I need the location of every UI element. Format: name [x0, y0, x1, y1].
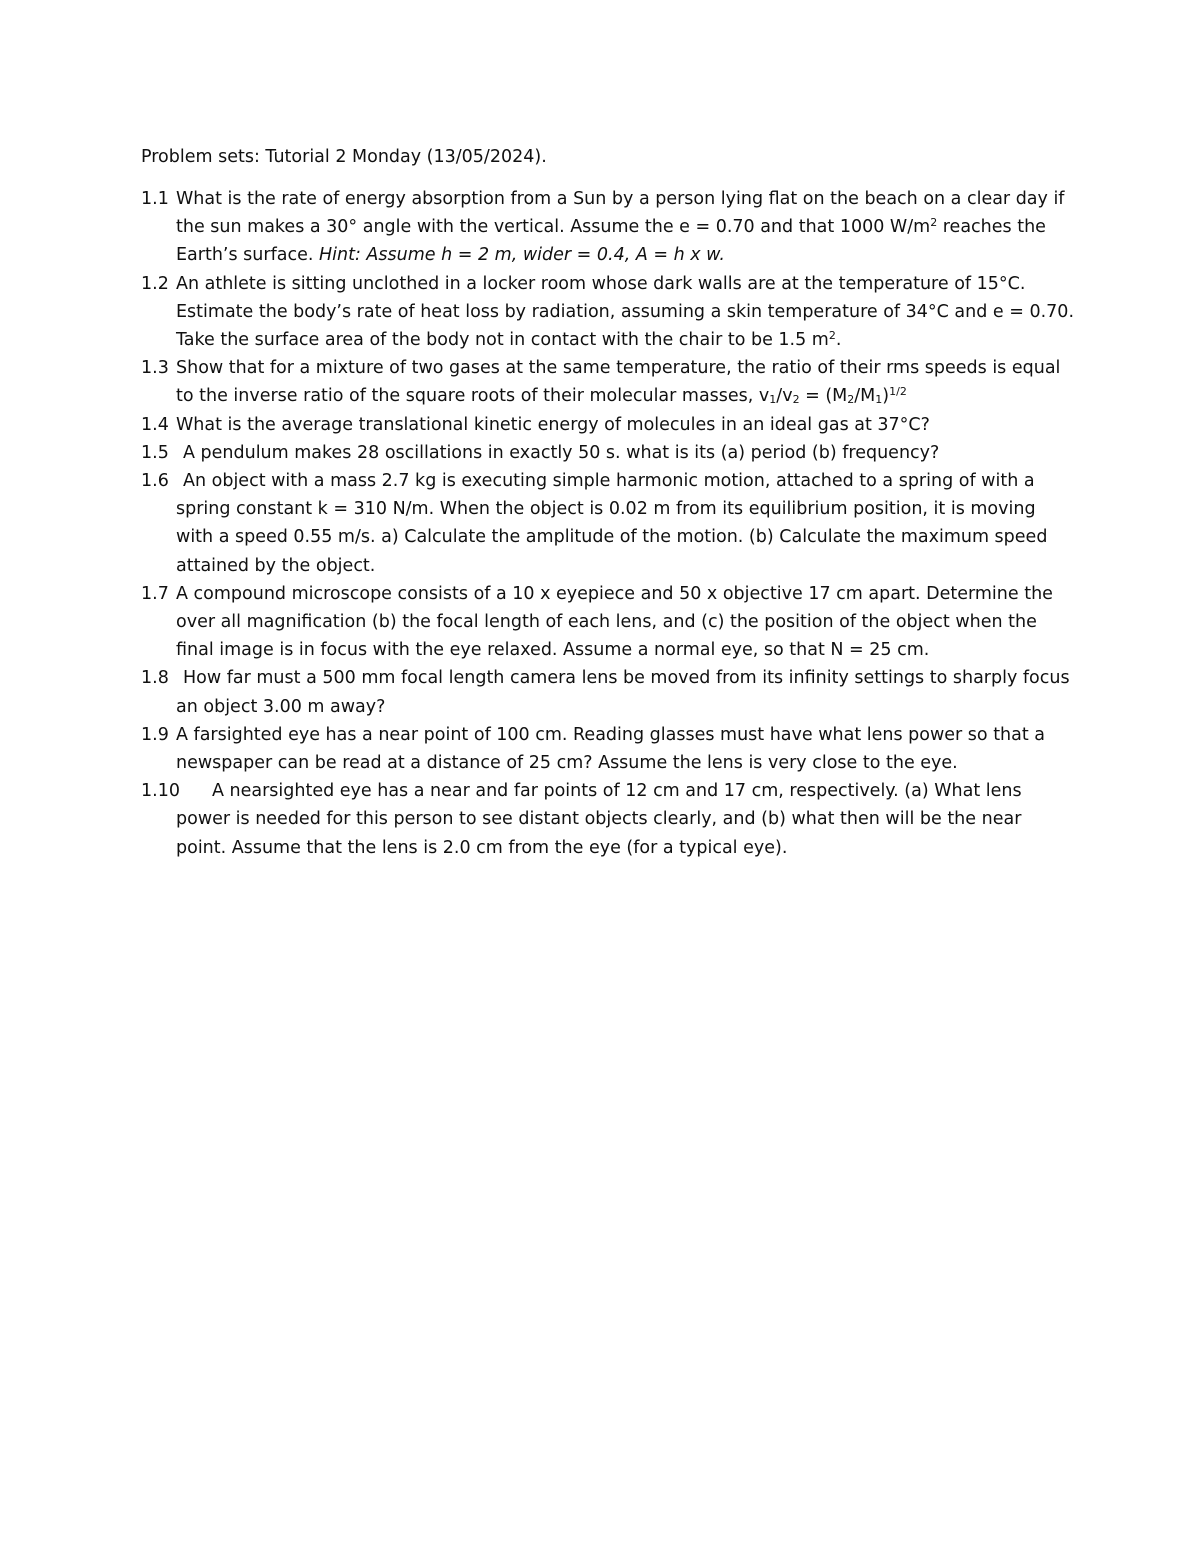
document-title: Problem sets: Tutorial 2 Monday (13/05/2024). — [141, 147, 547, 167]
problem-text-line: How far must a 500 mm focal length camera lens be moved from its infinity settings to sharply focus — [183, 668, 1070, 689]
problem-number: 1.5 — [141, 442, 169, 463]
problem-number: 1.4 — [141, 414, 169, 435]
problem-text-line: Estimate the body’s rate of heat loss by radiation, assuming a skin temperature of 34°C and e = 0.70. — [176, 301, 1075, 322]
problem-text-line: A compound microscope consists of a 10 x eyepiece and 50 x objective 17 cm apart. Determine the — [176, 583, 1053, 604]
problem-text-line: point. Assume that the lens is 2.0 cm from the eye (for a typical eye). — [176, 837, 788, 858]
problem-number: 1.2 — [141, 273, 169, 294]
problem-text-line: A nearsighted eye has a near and far points of 12 cm and 17 cm, respectively. (a) What lens — [212, 781, 1022, 802]
problem-text-line: A farsighted eye has a near point of 100 cm. Reading glasses must have what lens power so that a — [176, 724, 1046, 745]
hint-text: Hint: Assume h = 2 m, wider = 0.4, A = h x w. — [318, 245, 725, 266]
text-run: ) — [882, 386, 890, 407]
problem-1-2 — [141, 270, 1075, 355]
problem-text-line: attained by the object. — [176, 555, 376, 576]
problem-1-5 — [141, 439, 1071, 467]
problem-1-10 — [141, 777, 1071, 862]
problem-number: 1.9 — [141, 724, 169, 745]
text-run: . — [835, 330, 842, 351]
problem-text-line: Show that for a mixture of two gases at the same temperature, the ratio of their rms speeds is equal — [176, 358, 1061, 379]
subscript: 2 — [847, 393, 855, 407]
problem-text-line: power is needed for this person to see distant objects clearly, and (b) what then will be the near — [176, 809, 1022, 830]
problem-text-line: newspaper can be read at a distance of 25 cm? Assume the lens is very close to the eye. — [176, 753, 958, 774]
problem-1-1 — [141, 185, 1071, 270]
problem-text-line: A pendulum makes 28 oscillations in exactly 50 s. what is its (a) period (b) frequency? — [183, 442, 940, 463]
problem-1-7 — [141, 580, 1071, 665]
superscript: 1/2 — [889, 385, 907, 399]
problem-1-3 — [141, 354, 1071, 410]
problem-text-line: spring constant k = 310 N/m. When the object is 0.02 m from its equilibrium position, it is moving — [176, 499, 1036, 520]
problem-list — [141, 185, 1075, 862]
problem-number: 1.10 — [141, 781, 180, 802]
text-run: to the inverse ratio of the square roots of their molecular masses, v — [176, 386, 770, 407]
text-run: Take the surface area of the body not in contact with the chair to be 1.5 m — [176, 330, 829, 351]
subscript: 2 — [792, 393, 800, 407]
problem-text-line — [176, 241, 1071, 269]
text-run: the sun makes a 30° angle with the vertical. Assume the e = 0.70 and that 1000 W/m — [176, 217, 931, 238]
problem-number: 1.3 — [141, 358, 169, 379]
superscript: 2 — [930, 216, 938, 230]
problem-text-line: with a speed 0.55 m/s. a) Calculate the amplitude of the motion. (b) Calculate the maximum speed — [176, 527, 1048, 548]
problem-text-line: An athlete is sitting unclothed in a locker room whose dark walls are at the temperature of 15°C. — [176, 273, 1026, 294]
problem-text-line: An object with a mass 2.7 kg is executing simple harmonic motion, attached to a spring of with a — [183, 471, 1035, 492]
subscript: 1 — [875, 393, 883, 407]
problem-text-line: What is the average translational kinetic energy of molecules in an ideal gas at 37°C? — [176, 414, 930, 435]
problem-text-line: an object 3.00 m away? — [176, 696, 386, 717]
problem-text-line: What is the rate of energy absorption from a Sun by a person lying flat on the beach on a clear day if — [176, 189, 1065, 209]
text-run: = (M — [799, 386, 848, 407]
problem-number: 1.8 — [141, 668, 169, 689]
problem-1-6 — [141, 467, 1071, 580]
problem-number: 1.6 — [141, 471, 169, 492]
problem-text-line — [176, 382, 1071, 410]
text-run: reaches the — [937, 217, 1046, 238]
problem-1-9 — [141, 721, 1071, 777]
problem-number: 1.1 — [141, 189, 169, 209]
problem-text-line — [176, 213, 1071, 241]
text-run: Earth’s surface. — [176, 245, 319, 266]
problem-1-4 — [141, 411, 1071, 439]
superscript: 2 — [828, 329, 836, 343]
text-run: /v — [776, 386, 793, 407]
problem-text-line: final image is in focus with the eye relaxed. Assume a normal eye, so that N = 25 cm. — [176, 640, 930, 661]
problem-1-8 — [141, 664, 1071, 720]
problem-text-line — [176, 326, 1071, 354]
text-run: /M — [854, 386, 876, 407]
problem-text-line: over all magnification (b) the focal length of each lens, and (c) the position of the object when the — [176, 612, 1037, 633]
problem-number: 1.7 — [141, 583, 169, 604]
subscript: 1 — [769, 393, 777, 407]
